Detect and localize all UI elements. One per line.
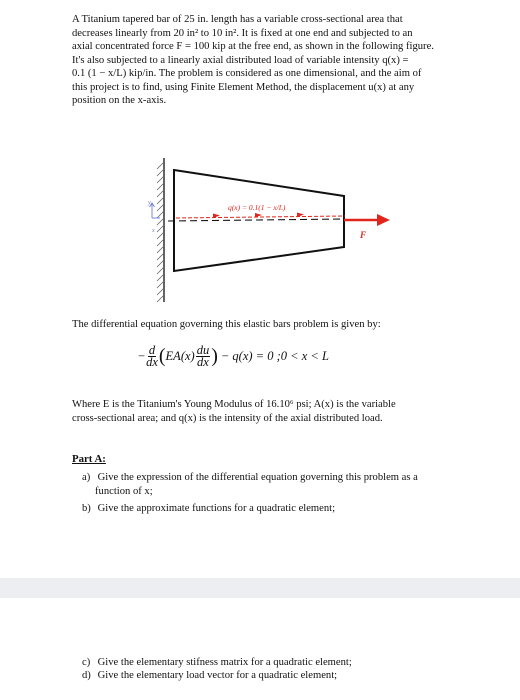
wall-hatch-line xyxy=(157,218,164,225)
wall-hatch-line xyxy=(157,288,164,295)
force-arrow-head xyxy=(377,214,390,226)
tapered-bar-figure xyxy=(0,0,520,310)
eq-minus: − xyxy=(138,348,146,363)
wall-hatch-line xyxy=(157,176,164,183)
wall-hatch-line xyxy=(157,295,164,302)
wall-hatch-line xyxy=(157,274,164,281)
wall-hatch-line xyxy=(157,281,164,288)
intro-line-5: 0.1 (1 − x/L) kip/in. The problem is considered as one dimensional, and the aim of xyxy=(72,68,422,79)
intro-line-6: this project is to find, using Finite Element Method, the displacement u(x) at any xyxy=(72,81,415,93)
intro-line-4: It's also subjected to a linearly axial distributed load of variable intensity q(x) = xyxy=(72,54,409,66)
wall-hatch-line xyxy=(157,246,164,253)
eq-d-dx: $\frac{d}{dx}$ xyxy=(146,342,158,369)
eq-ea: EA(x) xyxy=(165,348,195,363)
axis-x-label: x xyxy=(152,228,155,234)
wall-hatch-line xyxy=(157,169,164,176)
intro-line-2: decreases linearly from 20 in² to 10 in². It is fixed at one end and subjected to an xyxy=(72,27,413,39)
intro-line-3: axial concentrated force F = 100 kip at the free end, as shown in the following figure. xyxy=(72,41,434,52)
wall-hatch-line xyxy=(157,225,164,232)
force-label: F xyxy=(360,230,367,240)
question-d: d) Give the elementary load vector for a quadratic element; xyxy=(82,670,338,681)
document-page-2 xyxy=(0,598,520,700)
diffeq-intro: The differential equation governing this elastic bars problem is given by: xyxy=(72,319,381,330)
coordinate-axes xyxy=(150,203,161,218)
wall-hatch-line xyxy=(157,253,164,260)
question-a: a) Give the expression of the differential equation governing this problem as a xyxy=(82,472,418,483)
wall-hatch-line xyxy=(157,232,164,239)
wall-hatch-line xyxy=(157,162,164,169)
fixed-wall xyxy=(157,158,164,302)
wall-hatch-line xyxy=(157,260,164,267)
eq-du-dx: $\frac{du}{dx}$ xyxy=(196,342,210,369)
intro-line-7: position on the x-axis. xyxy=(72,95,167,106)
intro-line-1: A Titanium tapered bar of 25 in. length has a variable cross-sectional area that xyxy=(72,14,403,25)
wall-hatch-line xyxy=(157,197,164,204)
load-intensity-label: q(x) = 0.1(1 − x/L) xyxy=(228,203,286,212)
wall-hatch-line xyxy=(157,211,164,218)
where-line-2: cross-sectional area; and q(x) is the intensity of the axial distributed load. xyxy=(72,412,383,424)
axis-y-label: y xyxy=(148,199,151,206)
question-b: b) Give the approximate functions for a quadratic element; xyxy=(82,503,336,514)
page-gap xyxy=(0,578,520,598)
wall-hatch-line xyxy=(157,267,164,274)
differential-equation: − $\frac{d}{dx}$ ( EA(x) $\frac{du}{dx}$ ) − q(x) = 0 ;0 < x < L xyxy=(138,342,329,369)
wall-hatch-line xyxy=(157,239,164,246)
eq-rest: − q(x) = 0 ;0 < x < L xyxy=(220,348,329,363)
question-a-line-2: function of x; xyxy=(95,485,153,497)
where-line-1: Where E is the Titanium's Young Modulus of 16.10⁶ psi; A(x) is the variable xyxy=(72,399,396,410)
part-a-title: Part A: xyxy=(72,453,106,465)
wall-hatch-line xyxy=(157,190,164,197)
wall-hatch-line xyxy=(157,204,164,211)
wall-hatch-line xyxy=(157,183,164,190)
question-c: c) Give the elementary stifness matrix for a quadratic element; xyxy=(82,657,352,668)
